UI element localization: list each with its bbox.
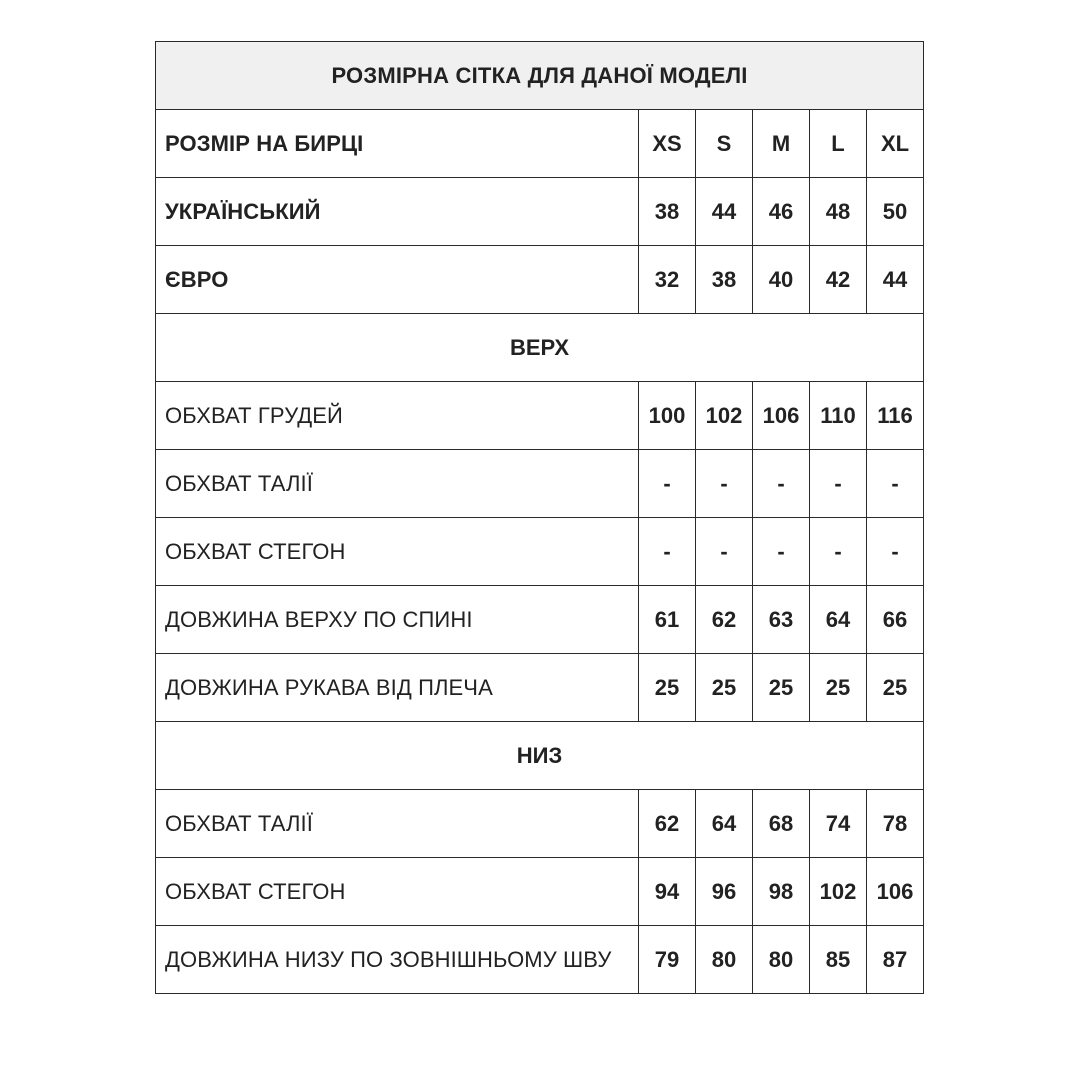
table-row [156, 654, 924, 722]
value-cell: 62 [639, 790, 696, 858]
row-label: ДОВЖИНА НИЗУ ПО ЗОВНІШНЬОМУ ШВУ [156, 926, 639, 994]
value-cell: - [639, 450, 696, 518]
size-l-header: L [810, 110, 867, 178]
value-cell: 25 [696, 654, 753, 722]
size-s-header: S [696, 110, 753, 178]
size-chart [155, 41, 924, 994]
ukrainian-size-row [156, 178, 924, 246]
value-cell: 100 [639, 382, 696, 450]
value-cell: 106 [867, 858, 924, 926]
value-cell: 96 [696, 858, 753, 926]
section-heading-bottom: НИЗ [156, 722, 924, 790]
value-cell: - [696, 450, 753, 518]
value-cell: 25 [867, 654, 924, 722]
size-table [155, 41, 924, 994]
value-cell: 98 [753, 858, 810, 926]
value-cell: - [867, 518, 924, 586]
value-cell: 110 [810, 382, 867, 450]
value-cell: 85 [810, 926, 867, 994]
value-cell: 25 [810, 654, 867, 722]
title-row [156, 42, 924, 110]
value-cell: - [696, 518, 753, 586]
value-cell: - [639, 518, 696, 586]
row-label: ОБХВАТ СТЕГОН [156, 518, 639, 586]
value-cell: 62 [696, 586, 753, 654]
section-heading-top: ВЕРХ [156, 314, 924, 382]
value-cell: 25 [753, 654, 810, 722]
row-label: ОБХВАТ ГРУДЕЙ [156, 382, 639, 450]
value-cell: 78 [867, 790, 924, 858]
table-row [156, 450, 924, 518]
table-row [156, 926, 924, 994]
table-row [156, 382, 924, 450]
value-cell: 46 [753, 178, 810, 246]
value-cell: 66 [867, 586, 924, 654]
size-xs-header: XS [639, 110, 696, 178]
value-cell: 38 [696, 246, 753, 314]
value-cell: 106 [753, 382, 810, 450]
table-row [156, 586, 924, 654]
row-label: ДОВЖИНА РУКАВА ВІД ПЛЕЧА [156, 654, 639, 722]
row-label: ОБХВАТ ТАЛІЇ [156, 790, 639, 858]
value-cell: - [753, 450, 810, 518]
value-cell: 61 [639, 586, 696, 654]
value-cell: 38 [639, 178, 696, 246]
value-cell: - [810, 450, 867, 518]
value-cell: 50 [867, 178, 924, 246]
table-row [156, 790, 924, 858]
value-cell: 44 [867, 246, 924, 314]
row-label: УКРАЇНСЬКИЙ [156, 178, 639, 246]
value-cell: 40 [753, 246, 810, 314]
value-cell: 102 [696, 382, 753, 450]
value-cell: 25 [639, 654, 696, 722]
value-cell: 80 [696, 926, 753, 994]
value-cell: 87 [867, 926, 924, 994]
value-cell: 74 [810, 790, 867, 858]
bottom-section-row [156, 722, 924, 790]
value-cell: 32 [639, 246, 696, 314]
row-label: ЄВРО [156, 246, 639, 314]
value-cell: 48 [810, 178, 867, 246]
value-cell: 80 [753, 926, 810, 994]
table-title: РОЗМІРНА СІТКА ДЛЯ ДАНОЇ МОДЕЛІ [156, 42, 924, 110]
row-label: ОБХВАТ ТАЛІЇ [156, 450, 639, 518]
value-cell: - [753, 518, 810, 586]
row-label: ДОВЖИНА ВЕРХУ ПО СПИНІ [156, 586, 639, 654]
value-cell: 79 [639, 926, 696, 994]
row-label: ОБХВАТ СТЕГОН [156, 858, 639, 926]
value-cell: 64 [810, 586, 867, 654]
value-cell: 68 [753, 790, 810, 858]
size-label-header: РОЗМІР НА БИРЦІ [156, 110, 639, 178]
value-cell: 44 [696, 178, 753, 246]
value-cell: 116 [867, 382, 924, 450]
value-cell: - [810, 518, 867, 586]
size-label-row [156, 110, 924, 178]
value-cell: 94 [639, 858, 696, 926]
value-cell: 63 [753, 586, 810, 654]
size-xl-header: XL [867, 110, 924, 178]
value-cell: 102 [810, 858, 867, 926]
table-row [156, 858, 924, 926]
value-cell: - [867, 450, 924, 518]
value-cell: 64 [696, 790, 753, 858]
value-cell: 42 [810, 246, 867, 314]
top-section-row [156, 314, 924, 382]
euro-size-row [156, 246, 924, 314]
table-row [156, 518, 924, 586]
size-m-header: M [753, 110, 810, 178]
